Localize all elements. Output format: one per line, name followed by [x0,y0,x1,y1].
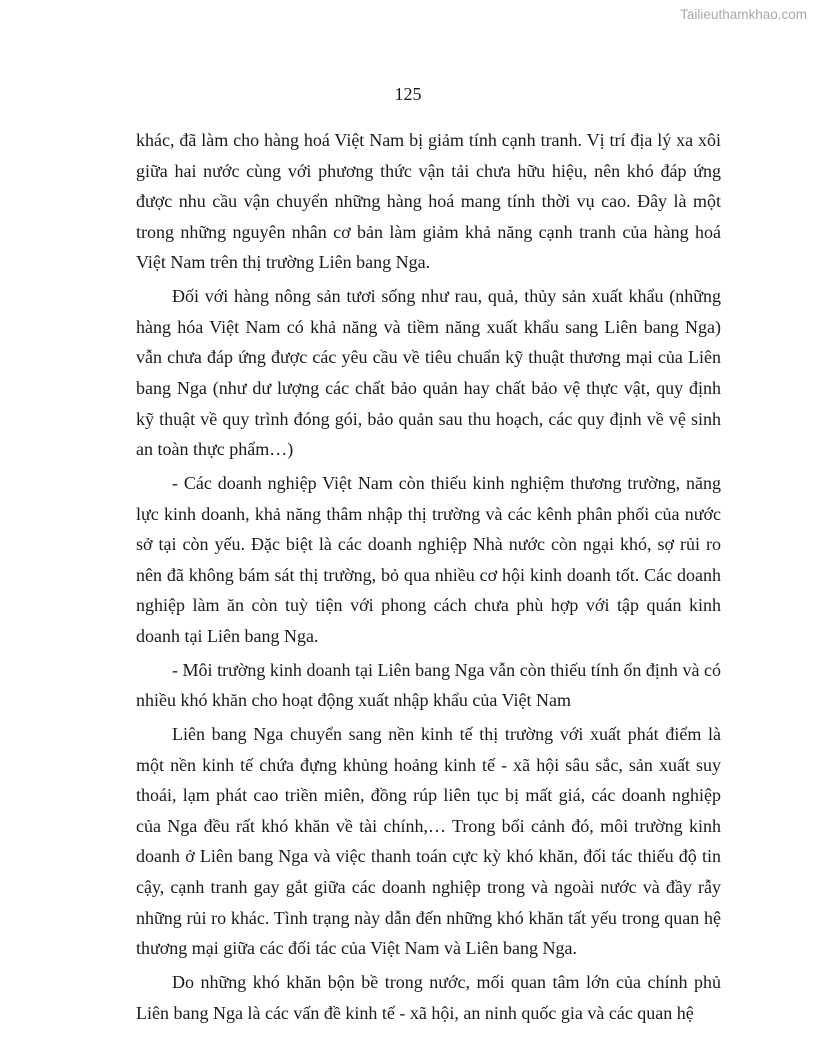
paragraph-fresh-produce: Đối với hàng nông sản tươi sống như rau, quả, thủy sản xuất khẩu (những hàng hóa Việt Nam có khả năng và tiềm năng xuất khẩu sang Liên bang Nga) vẫn chưa đáp ứng được các yêu cầu về tiêu chuẩn kỹ thuật thương mại của Liên bang Nga (như dư lượng các chất bảo quản hay chất bảo vệ thực vật, quy định kỹ thuật về quy trình đóng gói, bảo quản sau thu hoạch, các quy định về vệ sinh an toàn thực phẩm…) [136,286,721,460]
page-number: 125 [394,84,422,104]
paragraph-domestic-difficulties: Do những khó khăn bộn bề trong nước, mối quan tâm lớn của chính phủ Liên bang Nga là các vấn đề kinh tế - xã hội, an ninh quốc gia và các quan hệ [136,971,721,1023]
paragraph-business-environment: - Môi trường kinh doanh tại Liên bang Nga vẫn còn thiếu tính ổn định và có nhiều khó khăn cho hoạt động xuất nhập khẩu của Việt Nam [136,659,721,711]
paragraph-enterprises: - Các doanh nghiệp Việt Nam còn thiếu kinh nghiệm thương trường, năng lực kinh doanh, khả năng thâm nhập thị trường và các kênh phân phối của nước sở tại còn yếu. Đặc biệt là các doanh nghiệp Nhà nước còn ngại khó, sợ rủi ro nên đã không bám sát thị trường, bỏ qua nhiều cơ hội kinh doanh tốt. Các doanh nghiệp làm ăn còn tuỳ tiện với phong cách chưa phù hợp với tập quán kinh doanh tại Liên bang Nga. [136,472,721,646]
paragraph-market-economy: Liên bang Nga chuyển sang nền kinh tế thị trường với xuất phát điểm là một nền kinh tế chứa đựng khủng hoảng kinh tế - xã hội sâu sắc, sản xuất suy thoái, lạm phát cao triền miên, đồng rúp liên tục bị mất giá, các doanh nghiệp của Nga đều rất khó khăn về tài chính,… Trong bối cảnh đó, môi trường kinh doanh ở Liên bang Nga và việc thanh toán cực kỳ khó khăn, đối tác thiếu độ tin cậy, cạnh tranh gay gắt giữa các doanh nghiệp trong và ngoài nước và đầy rẫy những rủi ro khác. Tình trạng này dẫn đến những khó khăn tất yếu trong quan hệ thương mại giữa các đối tác của Việt Nam và Liên bang Nga. [136,724,721,959]
paragraph-continuation: khác, đã làm cho hàng hoá Việt Nam bị giảm tính cạnh tranh. Vị trí địa lý xa xôi giữa hai nước cùng với phương thức vận tải chưa hữu hiệu, nên khó đáp ứng được nhu cầu vận chuyển những hàng hoá mang tính thời vụ cao. Đây là một trong những nguyên nhân cơ bản làm giảm khả năng cạnh tranh của hàng hoá Việt Nam trên thị trường Liên bang Nga. [136,130,721,273]
document-body [136,125,721,1031]
watermark-text: Tailieuthamkhao.com [680,7,807,22]
